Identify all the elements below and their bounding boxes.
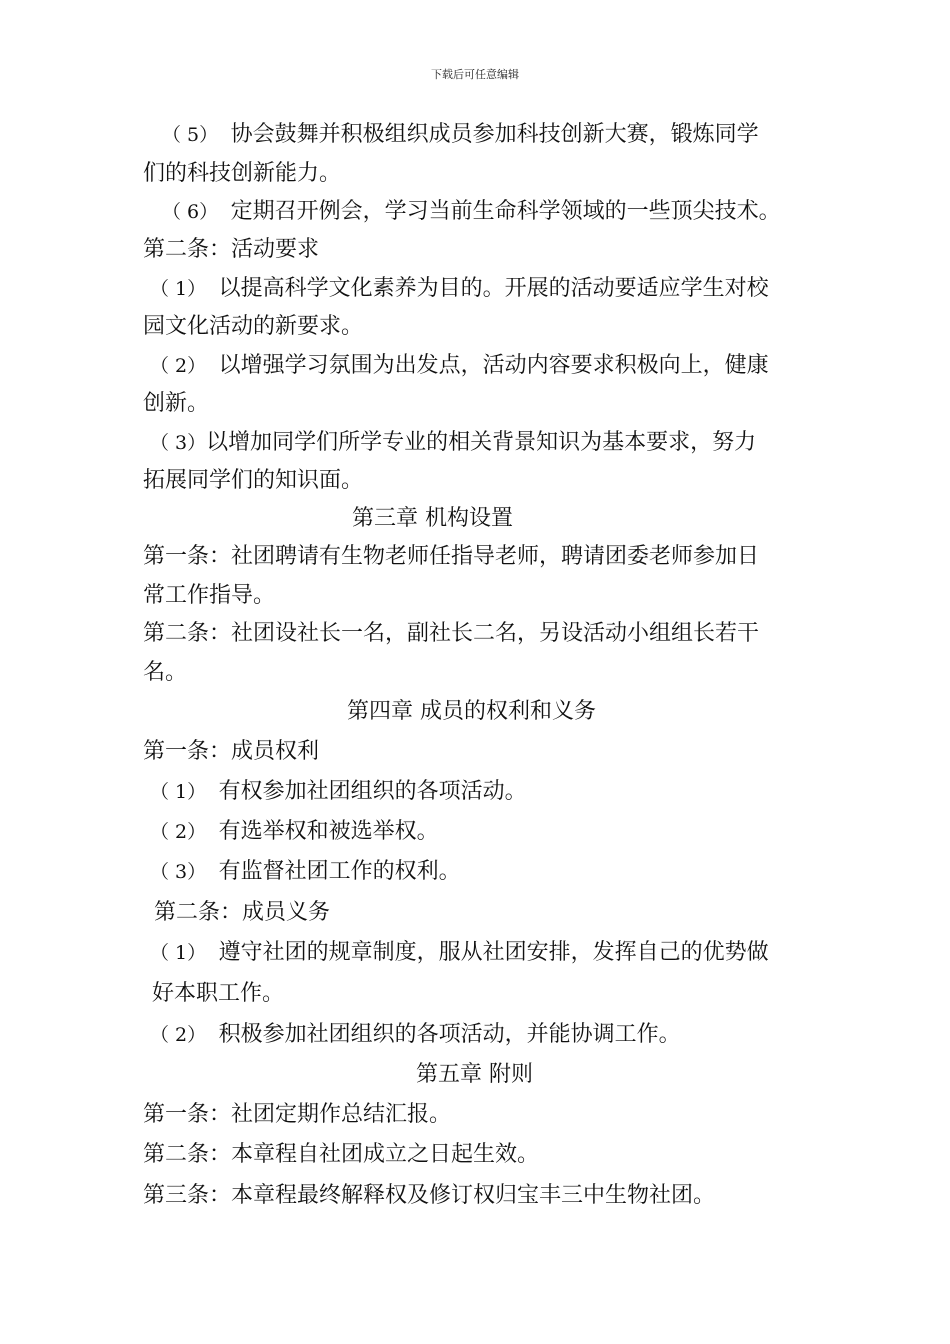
item-number: （ 5）	[162, 124, 209, 146]
article-line: 第二条：社团设社长一名，副社长二名，另设活动小组组长若干	[143, 621, 760, 646]
article-line: 第一条：社团聘请有生物老师任指导老师，聘请团委老师参加日	[143, 544, 760, 569]
item-number: （ 1）	[150, 278, 197, 300]
list-item	[150, 939, 769, 967]
paragraph-line: 们的科技创新能力。	[143, 161, 342, 186]
list-item	[162, 198, 781, 226]
item-text: 遵守社团的规章制度，服从社团安排，发挥自己的优势做	[196, 940, 769, 965]
list-item	[150, 352, 769, 380]
article-heading: 第二条：成员义务	[154, 900, 331, 925]
chapter-heading: 第五章 附则	[416, 1062, 533, 1087]
item-text: 有监督社团工作的权利。	[196, 859, 461, 884]
article-heading: 第一条：成员权利	[143, 739, 320, 764]
list-item	[150, 858, 461, 886]
item-number: （ 2）	[150, 1024, 197, 1046]
article-line: 第二条：本章程自社团成立之日起生效。	[143, 1142, 540, 1167]
item-text: 以增强学习氛围为出发点，活动内容要求积极向上，健康	[196, 353, 769, 378]
paragraph-line: 名。	[143, 660, 188, 685]
item-text: 有权参加社团组织的各项活动。	[196, 779, 527, 804]
item-number: （ 2）	[150, 821, 197, 843]
paragraph-line: 好本职工作。	[152, 981, 285, 1006]
item-text: 定期召开例会，学习当前生命科学领域的一些顶尖技术。	[208, 199, 781, 224]
item-text: 有选举权和被选举权。	[196, 819, 439, 844]
article-line: 第一条：社团定期作总结汇报。	[143, 1102, 452, 1127]
item-number: （ 3）	[150, 432, 207, 454]
list-item	[150, 818, 439, 846]
item-number: （ 2）	[150, 355, 197, 377]
page-header: 下载后可任意编辑	[431, 68, 519, 81]
paragraph-line: 常工作指导。	[143, 583, 276, 608]
chapter-heading: 第四章 成员的权利和义务	[347, 699, 596, 724]
item-text: 协会鼓舞并积极组织成员参加科技创新大赛，锻炼同学	[208, 122, 759, 147]
paragraph-line: 拓展同学们的知识面。	[143, 468, 364, 493]
list-item	[150, 778, 527, 806]
paragraph-line: 园文化活动的新要求。	[143, 314, 364, 339]
list-item	[150, 429, 756, 457]
article-heading: 第二条：活动要求	[143, 237, 320, 262]
item-number: （ 1）	[150, 781, 197, 803]
list-item	[150, 275, 769, 303]
item-number: （ 3）	[150, 861, 197, 883]
list-item	[162, 121, 759, 149]
list-item	[150, 1021, 681, 1049]
item-number: （ 1）	[150, 942, 197, 964]
item-number: （ 6）	[162, 201, 209, 223]
chapter-heading: 第三章 机构设置	[352, 506, 513, 531]
item-text: 积极参加社团组织的各项活动，并能协调工作。	[196, 1022, 681, 1047]
item-text: 以提高科学文化素养为目的。开展的活动要适应学生对校	[196, 276, 769, 301]
article-line: 第三条：本章程最终解释权及修订权归宝丰三中生物社团。	[143, 1183, 716, 1208]
paragraph-line: 创新。	[143, 391, 210, 416]
item-text: 以增加同学们所学专业的相关背景知识为基本要求，努力	[206, 430, 757, 455]
